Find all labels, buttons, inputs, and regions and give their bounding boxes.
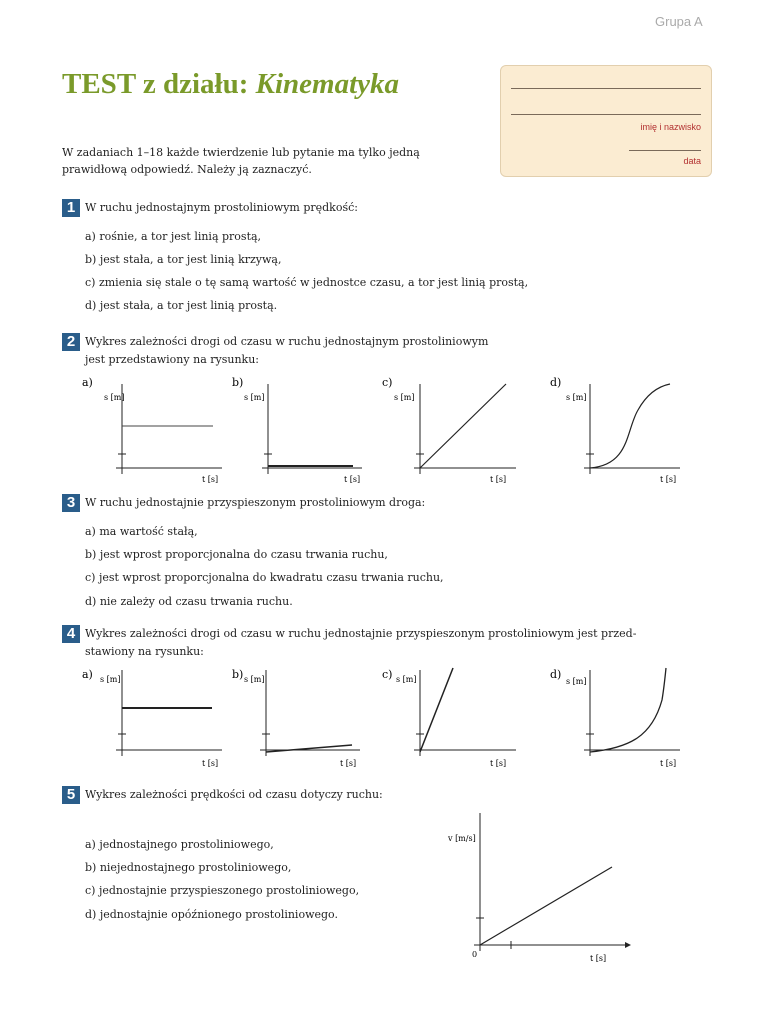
graph-letter: d) (550, 668, 562, 681)
x-axis-label: t [s] (660, 475, 677, 484)
y-axis-label: s [m] (244, 393, 265, 402)
graph-line (590, 384, 670, 468)
question-4 (62, 625, 636, 660)
graph-line (590, 668, 666, 752)
name-label: imię i nazwisko (640, 122, 701, 132)
graph-5[interactable] (440, 805, 640, 965)
y-axis-label: s [m] (104, 393, 125, 402)
question-text-cont: stawiony na rysunku: (85, 645, 204, 658)
question-number: 3 (62, 494, 80, 512)
group-label: Grupa A (655, 14, 703, 29)
option-5a[interactable]: a) jednostajnego prostoliniowego, (85, 838, 274, 851)
option-3d[interactable]: d) nie zależy od czasu trwania ruchu. (85, 595, 293, 608)
graph-letter: b) (232, 668, 244, 681)
graph-line (420, 384, 506, 468)
x-axis-label: t [s] (490, 759, 507, 768)
option-5c[interactable]: c) jednostajnie przyspieszonego prostoliniowego, (85, 884, 360, 897)
graph-4c[interactable] (382, 668, 516, 768)
q2-graphs (70, 370, 710, 490)
option-3c[interactable]: c) jest wprost proporcjonalna do kwadratu czasu trwania ruchu, (85, 571, 444, 584)
graph-4a[interactable] (82, 668, 222, 768)
y-axis-label: s [m] (394, 393, 415, 402)
y-axis-label: s [m] (100, 675, 121, 684)
name-line (511, 88, 701, 89)
option-1c[interactable]: c) zmienia się stale o tę samą wartość w jednostce czasu, a tor jest linią prostą, (85, 276, 529, 289)
graph-letter: a) (82, 668, 93, 681)
graph-line (480, 867, 612, 945)
graph-line (420, 668, 453, 752)
question-text: W ruchu jednostajnie przyspieszonym prostoliniowym droga: (85, 496, 426, 509)
option-3b[interactable]: b) jest wprost proporcjonalna do czasu trwania ruchu, (85, 548, 388, 561)
class-label: data (683, 156, 701, 166)
question-text: Wykres zależności drogi od czasu w ruchu jednostajnie przyspieszonym prostoliniowym jest przed- (85, 627, 637, 640)
x-axis-label: t [s] (202, 759, 219, 768)
title-topic: Kinematyka (255, 68, 400, 100)
y-axis-label: s [m] (396, 675, 417, 684)
name-box[interactable] (500, 65, 712, 177)
x-axis-label: t [s] (590, 954, 607, 963)
y-axis-label: s [m] (566, 393, 587, 402)
y-axis-label: s [m] (244, 675, 265, 684)
graph-4b[interactable] (232, 668, 360, 768)
graph-4d[interactable] (550, 668, 680, 768)
question-number: 4 (62, 625, 80, 643)
question-text-cont: jest przedstawiony na rysunku: (85, 353, 259, 366)
question-number: 5 (62, 786, 80, 804)
graph-letter: d) (550, 376, 562, 389)
x-axis-label: t [s] (660, 759, 677, 768)
graph-line (266, 745, 352, 752)
name-line-2 (511, 114, 701, 115)
option-1d[interactable]: d) jest stała, a tor jest linią prostą. (85, 299, 278, 312)
option-5b[interactable]: b) niejednostajnego prostoliniowego, (85, 861, 292, 874)
option-5d[interactable]: d) jednostajnie opóźnionego prostoliniowego. (85, 908, 338, 921)
graph-letter: c) (382, 668, 393, 681)
graph-letter: c) (382, 376, 393, 389)
graph-letter: b) (232, 376, 244, 389)
class-line (629, 150, 701, 151)
x-axis-label: t [s] (202, 475, 219, 484)
page-title (62, 68, 399, 101)
question-1 (62, 199, 358, 217)
question-5 (62, 786, 383, 804)
y-axis-label: s [m] (566, 677, 587, 686)
x-axis-label: t [s] (490, 475, 507, 484)
origin-label: 0 (472, 950, 478, 959)
graph-2a[interactable] (82, 376, 222, 484)
option-3a[interactable]: a) ma wartość stałą, (85, 525, 198, 538)
question-2 (62, 333, 488, 368)
question-number: 1 (62, 199, 80, 217)
x-axis-label: t [s] (340, 759, 357, 768)
y-axis-label: v [m/s] (448, 834, 476, 843)
question-number: 2 (62, 333, 80, 351)
option-1b[interactable]: b) jest stała, a tor jest linią krzywą, (85, 253, 282, 266)
question-text: W ruchu jednostajnym prostoliniowym prędkość: (85, 201, 358, 214)
x-axis-label: t [s] (344, 475, 361, 484)
question-text: Wykres zależności drogi od czasu w ruchu jednostajnym prostoliniowym (85, 335, 489, 348)
question-text: Wykres zależności prędkości od czasu dotyczy ruchu: (85, 788, 383, 801)
question-3 (62, 494, 425, 512)
title-prefix: TEST z działu: (62, 68, 256, 100)
intro-text: W zadaniach 1–18 każde twierdzenie lub pytanie ma tylko jedną prawidłową odpowiedź. Należy ją zaznaczyć. (62, 146, 420, 176)
option-1a[interactable]: a) rośnie, a tor jest linią prostą, (85, 230, 262, 243)
graph-2d[interactable] (550, 376, 680, 484)
graph-2b[interactable] (232, 376, 362, 484)
q4-graphs (70, 662, 710, 772)
graph-2c[interactable] (382, 376, 516, 484)
graph-letter: a) (82, 376, 93, 389)
